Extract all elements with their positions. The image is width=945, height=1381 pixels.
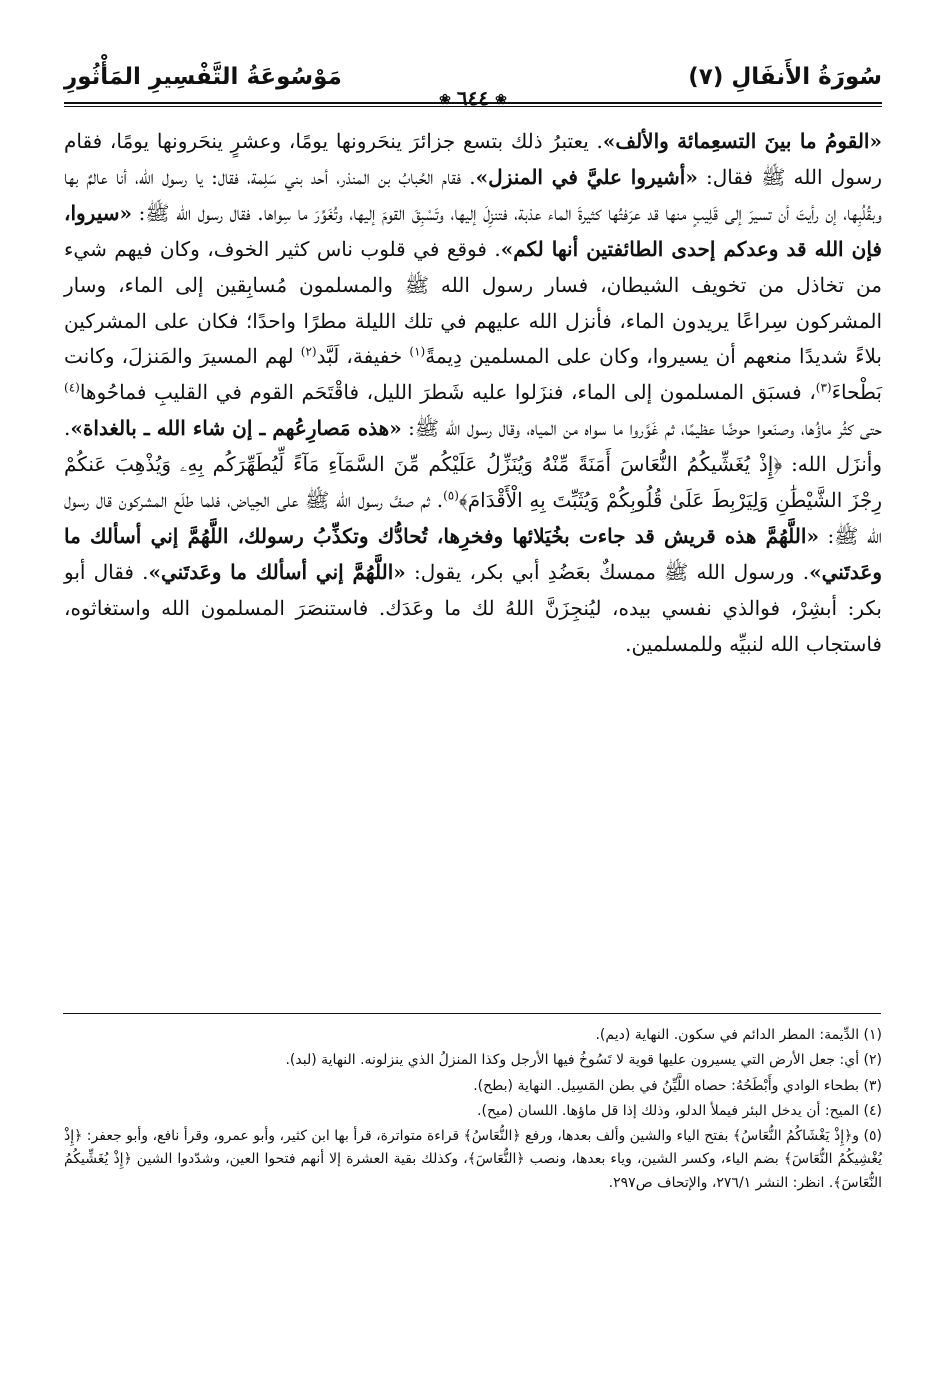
quote-text: «سيروا، فإن الله قد وعدكم إحدى الطائفتين أنها لكم» [64,200,882,261]
footnote-marker: (٥) [443,488,459,503]
page-number: ٦٤٤ [456,86,490,110]
body-text-segment: . فقال أبو بكر: أبشِرْ، فوالذي نفسي بيده، ليُنجِزَنَّ اللهُ لك ما وعَدَك. فاستنصَرَ المسلمون الله واستغاثوه، فاستجاب الله لنبيِّه وللمسلمين. [64,559,882,656]
ornament-icon: ❀ [439,91,451,108]
body-text-segment: ، فسبَق المسلمون إلى الماء، فنزَلوا عليه شَطرَ الليل، فاقْتَحَم القوم في القليبِ فماحُوها [79,380,816,405]
surah-title: سُورَةُ الأَنفَالِ (٧) [688,64,882,90]
body-text-segment: . فقام الحُبابُ بن المنذر، أحد بني سَلِمة، فقال: يا رسول الله، أنا عالمٌ بها وبقُلُبِها، إن رأيتَ أن تسيرَ إلى قَلِيبٍ منها قد عرَفتُها كثيرةَ الماء عذبة، فتنزِلَ إليها، وتَسْبِقَ القومَ إليها، وتُغَوِّرَ ما سِواها. فقال رسول الله ﷺ: [64,164,882,225]
footnotes [64,1024,882,1197]
header-divider [64,102,882,104]
body-text-segment: . وأنزَل الله: ﴿إِذْ يُغَشِّيكُمُ النُّعَاسَ أَمَنَةً مِّنْهُ وَيُنَزِّلُ عَلَيْكُم مِّنَ السَّمَآءِ مَآءً لِّيُطَهِّرَكُم بِهِۦ وَيُذْهِبَ عَنكُمْ رِجْزَ الشَّيْطَٰنِ وَلِيَرْبِطَ عَلَىٰ قُلُوبِكُمْ وَيُثَبِّتَ بِهِ الْأَقْدَامَ﴾ [64,416,883,513]
footnote-marker: (٢) [300,344,317,359]
footnote-3: (٣) بطحاء الوادي وأَبْطَحُهُ: حصاه اللَّيِّنُ في بطن المَسِيل. النهاية (بطح). [473,1077,882,1094]
footnote-4: (٤) الميح: أن يدخل البئر فيملأ الدلو، وذلك إذا قل ماؤها. اللسان (ميح). [477,1102,882,1119]
quote-text: «أشيروا عليَّ في المنزل» [475,164,698,189]
body-text-segment: . ثم صفَّ رسول الله ﷺ على الحِياض، فلما طلَع المشركون قال رسول الله ﷺ: [64,488,882,548]
body-text-segment: . فوقع في قلوب ناس كثير الخوف، وكان فيهم شيء من تخاذل من تخويف الشيطان، فسار رسول الله ﷺ والمسلمون مُسابِقين إلى الماء، وسار المشركون سِراعًا يريدون الماء، فأنزل الله عليهم في تلك الليلة مطرًا واحدًا؛ فكان على المشركين بلاءً شديدًا منعهم أن يسيروا، وكان على المسلمين دِيمةً [64,236,882,369]
body-text-segment: . ورسول الله ﷺ ممسكٌ بعَضُدِ أبي بكر، يقول: [405,559,810,584]
footnote-5: (٥) و﴿إِذْ يَغْشَاكُمُ النُّعَاسُ﴾ بفتح الياء والشين وألف بعدها، ورفع ﴿النُّعَاسُ﴾ قراءة متواترة، قرأ بها ابن كثير، وأبو عمرو، وقرأ نافع، وأبو جعفر: ﴿إِذْ يُغْشِيكُمُ النُّعَاسَ﴾ بضم الياء، وكسر الشين، وياء بعدها، ونصب ﴿النُّعَاسَ﴾، وكذلك بقية العشرة إلا أنهم فتحوا العين، وشدّدوا الشين ﴿إِذْ يُغَشِّيكُمُ النُّعَاسَ﴾. انظر: النشر ٢٧٦/١، والإتحاف ص٢٩٧. [64,1128,882,1191]
body-text-segment: . يعتبرُ ذلك بتسع جزائرَ ينحَرونها يومًا، وعشرٍ ينحَرونها يومًا، فقام رسول الله ﷺ فقال: [64,129,883,189]
quote-text: «القومُ ما بينَ التسعِمائة والألف» [602,129,882,153]
main-text [64,124,882,663]
footnote-2: (٢) أي: جعل الأرض التي يسيرون عليها قوية لا تَسُوخُ فيها الأرجل وكذا المنزلُ الذي ينزلونه. النهاية (لبد). [285,1052,882,1069]
quote-text: «هذه مَصارِعُهم ـ إن شاء الله ـ بالغداة» [70,416,402,441]
header-divider-thin [64,106,882,107]
ornament-icon: ❀ [495,91,507,108]
page-header [64,60,882,110]
footnote-marker: (٤) [64,380,80,395]
book-title: مَوْسُوعَةُ التَّفْسِيرِ المَأْثُورِ [64,64,342,90]
footnote-marker: (١) [409,344,426,359]
footnote-marker: (٣) [815,380,832,395]
footnote-1: (١) الدِّيمة: المطر الدائم في سكون. النهاية (ديم). [595,1027,882,1043]
body-text-segment: لهم المسيرَ والمَنزلَ، وكانت بَطْحاءَ [64,344,882,405]
footnote-divider [63,1013,881,1014]
quote-text: «اللَّهُمَّ إني أسألك ما وعَدتَني» [148,559,406,584]
quote-text: «اللَّهُمَّ هذه قريش قد جاءت بخُيَلائها وفخرِها، تُحادُّك وتكذِّبُ رسولك، اللَّهُمَّ إني أسألك ما وعَدتَني» [64,523,882,584]
body-text-segment: حتى كثُر ماؤُها، وصنَعوا حوضًا عظيمًا، ثم غَوَّروا ما سواه من المياه، وقال رسول الله ﷺ: [401,416,882,441]
body-text-segment: خفيفة، لَبَّد [316,344,410,369]
